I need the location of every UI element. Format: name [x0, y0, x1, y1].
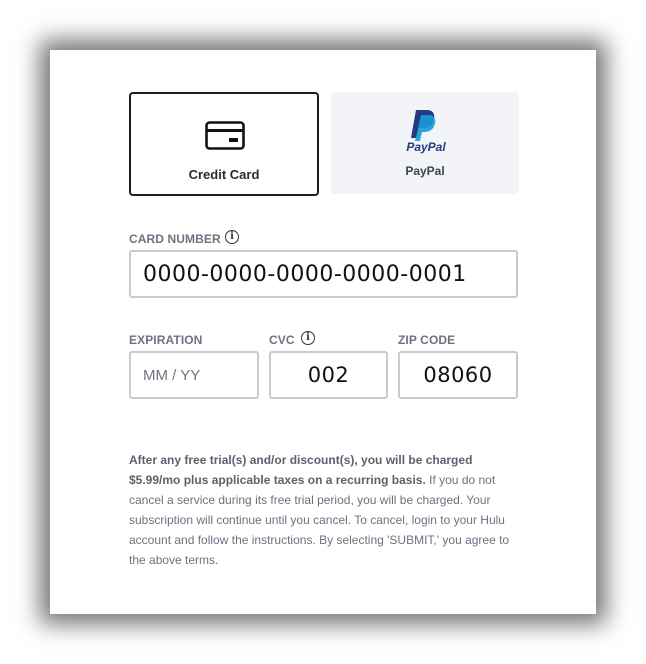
expiration-input[interactable]: MM / YY [129, 351, 259, 399]
paypal-option[interactable] [331, 92, 519, 194]
credit-card-label: Credit Card [188, 167, 260, 182]
credit-card-icon [205, 121, 245, 150]
cvc-label: CVC [269, 333, 295, 347]
paypal-logo-text: PayPal [406, 140, 446, 154]
terms-bold-text: After any free trial(s) and/or discount(s), you will be charged $5.99/mo plus applicable taxes on a recurring basis. [129, 453, 473, 487]
terms-body-text: If you do not cancel a service during its free trial period, you will be charged. Your subscription will continue until you cancel. To cancel, login to your Hulu account and follow the instructions. By selecting 'SUBMIT,' you agree to the above terms. [129, 473, 510, 567]
paypal-logo [401, 108, 451, 154]
card-number-input[interactable]: 0000-0000-0000-0000-0001 [129, 250, 518, 298]
paypal-label: PayPal [405, 164, 445, 178]
card-number-label: CARD NUMBER [129, 232, 221, 246]
payment-form-card [50, 50, 596, 614]
credit-card-option[interactable] [129, 92, 319, 196]
card-number-info-icon[interactable]: i [225, 230, 239, 244]
zip-code-input[interactable]: 08060 [398, 351, 518, 399]
cvc-input[interactable]: 002 [269, 351, 388, 399]
terms-text [129, 450, 521, 570]
zip-code-label: ZIP CODE [398, 333, 456, 347]
cvc-info-icon[interactable]: i [301, 331, 315, 345]
expiration-label: EXPIRATION [129, 333, 203, 347]
